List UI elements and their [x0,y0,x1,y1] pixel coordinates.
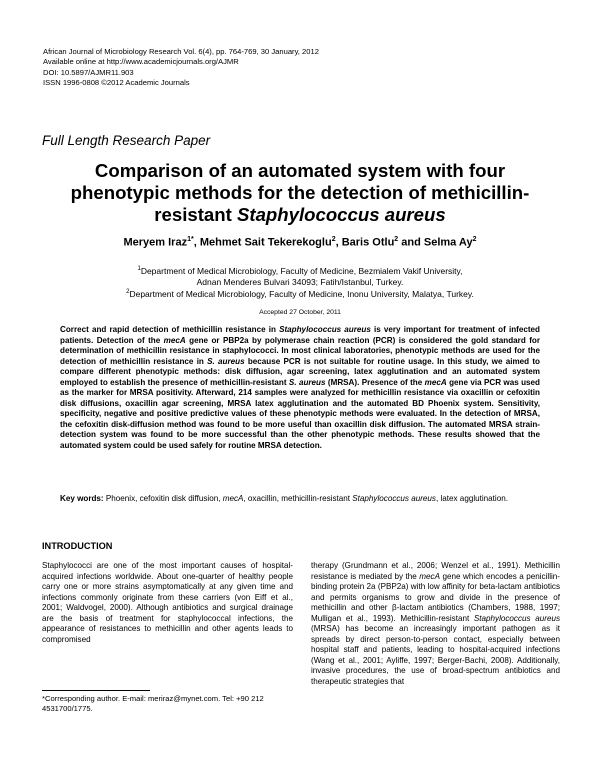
corresponding-author-footnote: *Corresponding author. E-mail: meriraz@mynet.com. Tel: +90 212 4531700/1775. [42,694,264,713]
keywords-label: Key words: [60,494,104,503]
affiliations [60,264,540,300]
title-text: resistant [154,204,237,225]
journal-online-url: Available online at http://www.academicjournals.org/AJMR [43,57,239,67]
journal-header [43,47,319,89]
affiliation-2: $^2$Department of Medical Microbiology, Faculty of Medicine, Inonu University, Malatya, Turkey. [126,289,474,300]
author-affiliation-mark: 2 [331,236,336,243]
author-name: Selma Ay [423,236,473,249]
keywords: Key words: Phoenix, cefoxitin disk diffusion, mecA, oxacillin, methicillin-resistant Staphylococcus aureus, latex agglutination. [60,494,508,503]
paper-type: Full Length Research Paper [42,133,211,148]
author-affiliation-mark: 2 [394,236,399,243]
author-affiliation-mark: 1* [187,236,194,243]
section-heading-introduction: INTRODUCTION [42,541,113,551]
introduction-left-column: Staphylococci are one of the most important causes of hospital-acquired infections worldwide. About one-quarter of healthy people carry one or more strains asymptomatically at any given time and infections commonly originate from these carriers (von Eiff et al., 2001; Waldvogel, 2000). Although antibiotics and surgical drainage are the basis of treatment for staphylococcal infections, the appearance of resistances to methicillin and other agents leads to compromised [42,561,293,644]
issn: ISSN 1996-0808 ©2012 Academic Journals [43,78,190,88]
author-list: Meryem Iraz$^{1*}$, Mehmet Sait Tekerekoglu$^2$, Baris Otlu$^2$ and Selma Ay$^2$ [123,236,477,249]
title-line-2: phenotypic methods for the detection of methicillin- [70,182,530,203]
author-affiliation-mark: 2 [472,236,477,243]
journal-citation: African Journal of Microbiology Research Vol. 6(4), pp. 764-769, 30 January, 2012 [43,47,319,56]
author-name: Mehmet Sait Tekerekoglu [199,236,332,249]
title-organism: Staphylococcus aureus [236,204,446,225]
title-line-1: Comparison of an automated system with four [94,160,506,181]
author-name: Meryem Iraz [123,236,188,249]
title-line-3 [40,204,560,226]
doi: DOI: 10.5897/AJMR11.903 [43,67,134,77]
affiliation-1: $^1$Department of Medical Microbiology, Faculty of Medicine, Bezmialem Vakif University, [137,265,463,276]
affiliation-1-address: Adnan Menderes Bulvari 34093; Fatih/Istanbul, Turkey. [196,276,404,287]
accepted-date: Accepted 27 October, 2011 [259,309,341,316]
abstract: Correct and rapid detection of methicillin resistance in Staphylococcus aureus is very important for treatment of infected patients. Detection of the mecA gene or PBP2a by polymerase chain reaction (PCR) is considered the gold standard for determination of methicillin resistance in staphylococci. In most clinical laboratories, phenotypic methods are used for the detection of methicillin resistance in S. aureus because PCR is not suitable for routine usage. In this study, we aimed to compare different phenotypic methods: disk diffusion, agar screening, latex agglutination and an automated system employed to establish the presence of methicillin-resistant S. aureus (MRSA). Presence of the mecA gene via PCR was used as the marker for MRSA positivity. Afterward, 214 samples were analyzed for methicillin resistance via oxacillin or cefoxitin disk diffusions, oxacillin agar screening, MRSA latex agglutination and the automated BD Phoenix system. Sensitivity, specificity, negative and positive predictive values of these phenotypic methods were evaluated. In the detection of MRSA, the cefoxitin disk-diffusion method was found to be more useful than oxacillin disk diffusion. The automated MRSA strain-detection system was found to be more successful than the other phenotypic methods. These results showed that the automated system could be used safely for routine MRSA detection. [60,325,540,450]
footnote-divider [42,690,150,691]
author-name: Baris Otlu [341,236,395,249]
introduction-right-column: therapy (Grundmann et al., 2006; Wenzel et al., 1991). Methicillin resistance is mediated by the mecA gene which encodes a penicillin-binding protein 2a (PBP2a) with low affinity for beta-lactam antibiotics and permits organisms to grow and divide in the presence of methicillin and other β-lactam antibiotics (Chambers, 1988, 1997; Mulligan et al., 1993). Methicillin-resistant Staphylococcus aureus (MRSA) has become an increasingly important pathogen as it spreads by direct person-to-person contact, especially between hospital staff and patients, leading to hospital-acquired infections (Wang et al., 2001; Ayliffe, 1997; Berger-Bachi, 2008). Additionally, invasive procedures, the use of broad-spectrum antibiotics and therapeutic strategies that [311,561,560,686]
paper-title [40,160,560,226]
